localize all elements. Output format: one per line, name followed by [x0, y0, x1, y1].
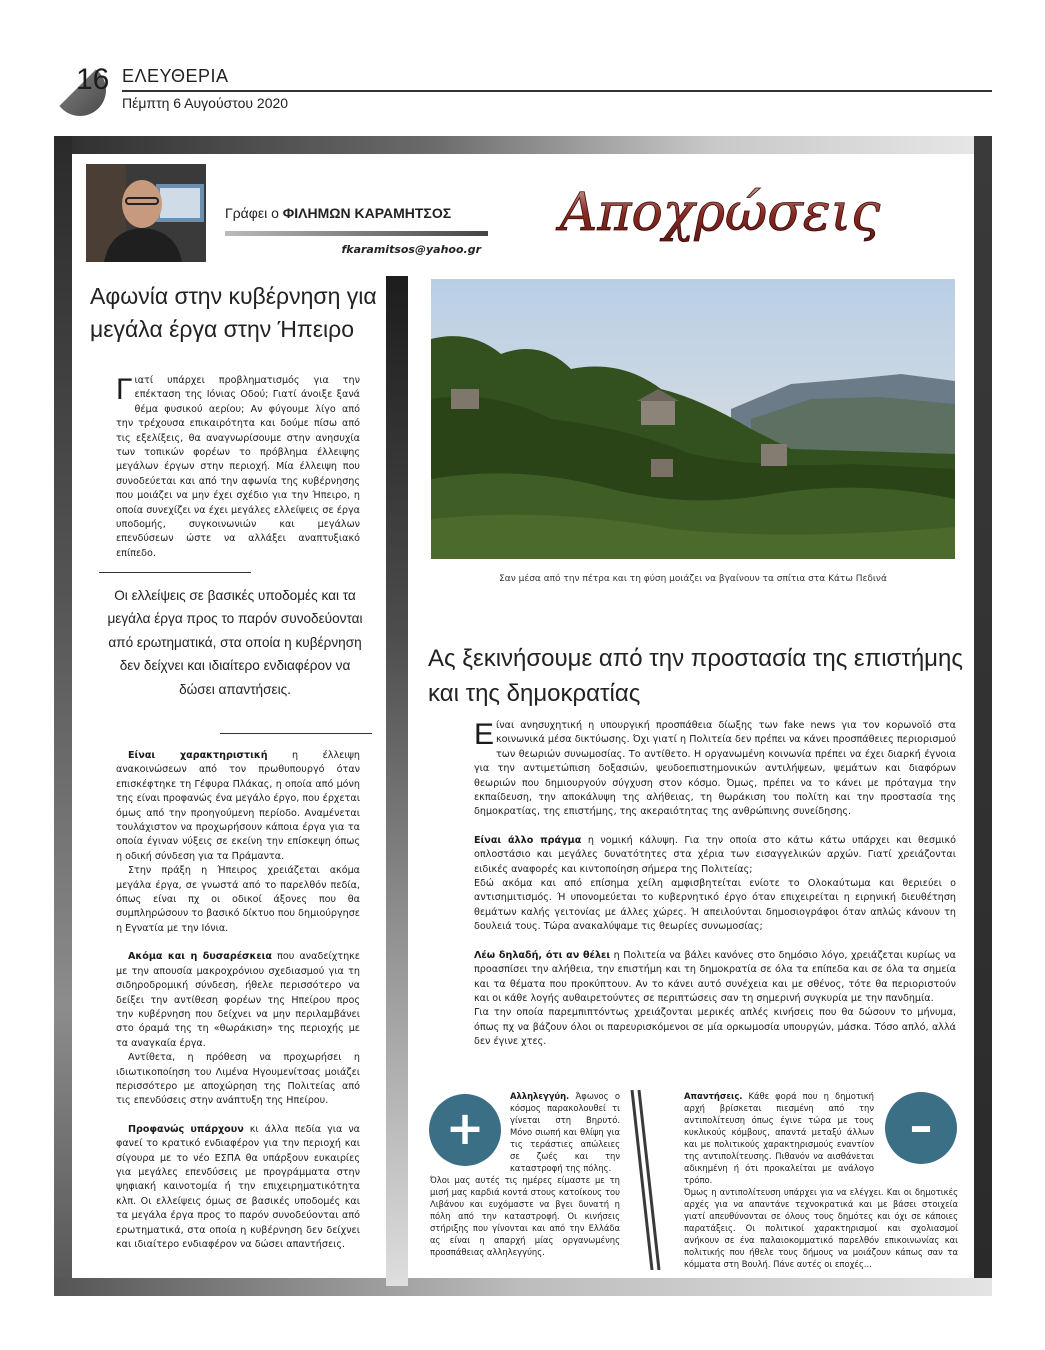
- newspaper-name: ΕΛΕΥΘΕΡΙΑ: [122, 66, 229, 86]
- dropcap: Ε: [474, 718, 495, 751]
- left-article-body: [116, 749, 360, 1252]
- byline: [225, 205, 451, 221]
- minus-box-continued: Όμως η αντιπολίτευση υπάρχει για να ελέγχει. Και οι δημοτικές αρχές για να απαντάνε τεχνοκρατικά και με βάσει στοιχεία γιατί απευθύνονται σε όλους τους δημότες και όχι σε κάποιες παρατάξεις. Οι πολιτικοί χαρακτηρισμοί και σχολιασμοί ανήκουν σε ένα παλαιοκομματικό παρελθόν επικοινωνίας και πολιτικής που ήθελε τους δήμους να μοιάζουν κάπως σαν τα κόμματα στη Βουλή. Πάνε αυτές οι εποχές...: [684, 1187, 958, 1269]
- author-photo: [86, 164, 206, 262]
- dropcap: Γ: [116, 373, 133, 406]
- paragraph-text: κι άλλα πεδία για να φανεί το κρατικό ενδιαφέρον για την περιοχή και σίγουρα με το νέο ΕΣΠΑ θα υπάρξουν ευκαιρίες για μεγάλες επενδύσεις με προγράμματα στην ψηφιακή καινοτομία ή την επιχειρηματικότητα κλπ. Οι ελλείψεις όμως σε βασικές υποδομές και τα μεγάλα έργα προς το παρόν συνοδεύονται από ερωτηματικά, στα οποία η κυβέρνηση δεν δείχνει και ιδιαίτερο ενδιαφέρον να δώσει απαντήσεις.: [116, 1123, 361, 1250]
- header-rule: [122, 90, 992, 92]
- frame-bottom-bar: [54, 1278, 992, 1296]
- intro-text: ίναι ανησυχητική η υπουργική προσπάθεια δίωξης των fake news για τον κορωνοϊό στα κοινωνικά μέσα δικτύωσης. Όχι γιατί η Πολιτεία δεν πρέπει να κάνει προσπάθειες περιορισμού των θεωριών συνωμοσίας. Το αντίθετο. Η οργανωμένη κοινωνία πρέπει να έχει διαρκή έγνοια για την αντιμετώπιση δοξασιών, ψευδοεπιστημονικών αντιλήψεων, ψεμάτων και διαφόρων θεωριών που δημιουργούν σύγχυση στον κόσμο. Όμως, πρέπει να το κάνει με πρόταγμα την εκπαίδευση, την αποκάλυψη της αλήθειας, τη θωράκιση του πολίτη και την προστασία της δημοκρατίας, της επιστήμης, της ακεραιότητας της ανθρώπινης συνείδησης.: [474, 720, 956, 818]
- village-photo: [431, 279, 955, 559]
- plus-box-text: [510, 1090, 620, 1174]
- minus-icon: [885, 1092, 957, 1164]
- paragraph-text: Εδώ ακόμα και από επίσημα χείλη αμφισβητείται ενίοτε το Ολοκαύτωμα και θεριεύει ο αντισημιτισμός. Ή υπονομεύεται το κυβερνητικό έργο όταν επιχειρείται η ειρηνική διευθέτηση θεμάτων καλής γειτονίας με άλλες χώρες. Ή απειλούνται δημοσιογράφοι όταν απλώς κάνουν τη δουλειά τους. Τώρα ανακαλύψαμε τις θεωρίες συνωμοσίας;: [474, 878, 956, 933]
- paragraph-lead: Είναι χαρακτηριστική: [128, 750, 268, 761]
- photo-caption: Σαν μέσα από την πέτρα και τη φύση μοιάζει να βγαίνουν τα σπίτια στα Κάτω Πεδινά: [499, 574, 887, 584]
- right-article-title: Ας ξεκινήσουμε από την προστασία της επιστήμης και της δημοκρατίας: [428, 645, 963, 707]
- paragraph-text: Αντίθετα, η πρόθεση να προχωρήσει η ιδιωτικοποίηση του Λιμένα Ηγουμενίτσας μοιάζει περισσότερο με αποχώρηση της Πολιτείας από τις επενδύσεις στην ανάπτυξη της Ηπείρου.: [116, 1052, 360, 1107]
- left-article-intro: [116, 374, 360, 561]
- plus-box-continued: Όλοι μας αυτές τις ημέρες είμαστε με τη μισή μας καρδιά κοντά στους κατοίκους του Λιβάνου και ευχόμαστε να βγει δυνατή η πόλη από την καταστροφή. Οι κινήσεις στήριξης που γίνονται και από την Ελλάδα ας είναι η απαρχή μίας οργανωμένης προσπάθειας αλληλεγγύης.: [430, 1175, 620, 1257]
- paragraph-text: που αναδείχτηκε με την απουσία μακροχρόνιου σχεδιασμού για τη σιδηροδρομική σύνδεση, ήθελε περισσότερο να δείξει την αντίθεση φορέων της Ηπείρου προς την κυβέρνηση που δείχνει να μην περιλαμβάνει στο όραμά της τη «θωράκιση» της περιοχής με τα αναγκαία έργα.: [116, 951, 360, 1049]
- frame-top-bar: [54, 136, 992, 154]
- pull-quote: Οι ελλείψεις σε βασικές υποδομές και τα μεγάλα έργα προς το παρόν συνοδεύονται από ερωτηματικά, στα οποία η κυβέρνηση δεν δείχνει και ιδιαίτερο ενδιαφέρον να δώσει απαντήσεις.: [107, 588, 363, 697]
- frame-left-bar: [54, 136, 72, 1296]
- column-logo-text: Αποχρώσεις: [559, 183, 881, 243]
- author-name: ΦΙΛΗΜΩΝ ΚΑΡΑΜΗΤΣΟΣ: [282, 205, 452, 221]
- issue-date: Πέμπτη 6 Αυγούστου 2020: [122, 95, 289, 111]
- paragraph-text: η νομική κάλυψη. Για την οποία στο κάτω κάτω υπάρχει και θεσμικό οπλοστάσιο και μεγάλες δυνατότητες στα χέρια των εισαγγελικών αρχών. Γιατί χρειάζονται ειδικές αναφορές και κιντοποίηση σήμερα της Πολιτείας;: [474, 834, 956, 875]
- byline-rule: [225, 231, 488, 236]
- left-article-title: Αφωνία στην κυβέρνηση για μεγάλα έργα στην Ήπειρο: [90, 283, 377, 342]
- column-separator: [386, 276, 408, 1286]
- minus-box-body: Κάθε φορά που η δημοτική αρχή βρίσκεται πιεσμένη από την αντιπολίτευση όπως έγινε τώρα με τους κυκλικούς κόμβους, απαντά μεταξύ άλλων και με πολιτικούς χαρακτηρισμούς εναντίον της αντιπολίτευσης. Πιθανόν να αισθάνεται αδικημένη ή ότι προκαλείται με ανάλογο τρόπο.: [684, 1091, 874, 1185]
- minus-box-lead: Απαντήσεις.: [684, 1091, 743, 1101]
- paragraph-text: Στην πράξη η Ήπειρος χρειάζεται ακόμα μεγάλα έργα, σε γνωστά από το παρελθόν πεδία, όπως είναι πχ οι οδικοί άξονες που θα συμπληρώσουν το βασικό δίκτυο που δημιούργησε η Εγνατία με την Ιόνια.: [116, 865, 360, 934]
- frame-right-bar: [974, 136, 992, 1296]
- plus-icon: [429, 1094, 501, 1166]
- intro-text: ιατί υπάρχει προβληματισμός για την επέκταση της Ιόνιας Οδού; Γιατί άνοιξε ξανά θέμα φυσικού αερίου; Αν φύγουμε λίγο από την τρέχουσα επικαιρότητα και δούμε πίσω από τις εξελίξεις, θα αναγνωρίσουμε στην ανησυχία των τοπικών φορέων το πρόβλημα έλλειψης μεγάλων έργων στην περιοχή. Μία έλλειψη που συνοδεύεται και από την αφωνία της κυβέρνησης που μοιάζει να μην έχει σχέδιο για την Ήπειρο, η οποία συνεχίζει να έχει μεγάλες ελλείψεις σε έργα υποδομής, συγκοινωνιών και μεγάλων επενδύσεων ώστε να αλλάξει αναπτυξιακό επίπεδο.: [116, 375, 360, 559]
- minus-symbol: –: [909, 1099, 933, 1153]
- paragraph-lead: Ακόμα και η δυσαρέσκεια: [128, 951, 272, 963]
- quote-rule-bottom: [220, 733, 372, 734]
- minus-box-text: [684, 1090, 874, 1186]
- plus-box-body: Άφωνος ο κόσμος παρακολουθεί τι γίνεται στη Βηρυτό. Μόνο σιωπή και θλίψη για τις τεράστιες απώλειες σε ζωές και την καταστροφή της πόλης.: [510, 1091, 620, 1173]
- paragraph-lead: Λέω δηλαδή, ότι αν θέλει: [474, 949, 611, 961]
- box-divider-icon: [612, 1090, 662, 1270]
- byline-prefix: Γράφει ο: [225, 205, 279, 221]
- paragraph-lead: Είναι άλλο πράγμα: [474, 834, 582, 846]
- quote-rule-top: [99, 572, 251, 573]
- paragraph-text: η έλλειψη ανακοινώσεων από τον πρωθυπουργό όταν επισκέφτηκε τη Γέφυρα Πλάκας, η οποία από μόνη της είναι προφανώς ένα μεγάλο έργο, που έρχεται όμως από την προηγούμενη περίοδο. Αναμένεται τουλάχιστον να προχωρήσουν κάποια έργα για τα οποία έγιναν νύξεις σε εκείνη την επίσκεψη όπως η οδική σύνδεση για τα Πράμαντα.: [116, 750, 361, 862]
- plus-box-lead: Αλληλεγγύη.: [510, 1091, 570, 1101]
- plus-symbol: +: [445, 1101, 485, 1155]
- page-number: 16: [76, 63, 110, 96]
- paragraph-text: η Πολιτεία να βάλει κανόνες στο δημόσιο λόγο, χρειάζεται κυρίως να προασπίσει την αλήθεια, την επιστήμη και τη δημοκρατία σε όλα τα επίπεδα και σε όλα τα σημεία και τα θέματα που προκύπτουν. Αν το κάνει αυτό συνέχεια και με σθένος, τότε θα περιοριστούν και οι κάθε λογής αυθαιρετούντες σε περιπτώσεις σαν τη σημερινή συγκυρία με την πανδημία.: [474, 949, 956, 1004]
- right-article-body: [474, 719, 956, 1050]
- paragraph-lead: Προφανώς υπάρχουν: [128, 1123, 244, 1135]
- author-email[interactable]: fkaramitsos@yahoo.gr: [341, 243, 481, 256]
- paragraph-text: Για την οποία παρεμπιπτόντως χρειάζονται μερικές απλές κινήσεις που θα δώσουν το μήνυμα, όπως πχ να βάζουν όλοι οι παρευρισκόμενοι σε μία ορκωμοσία υπουργών, μάσκα. Τόσο απλό, αλλά δεν έγινε χτες.: [474, 1007, 956, 1048]
- column-logo: [520, 170, 920, 256]
